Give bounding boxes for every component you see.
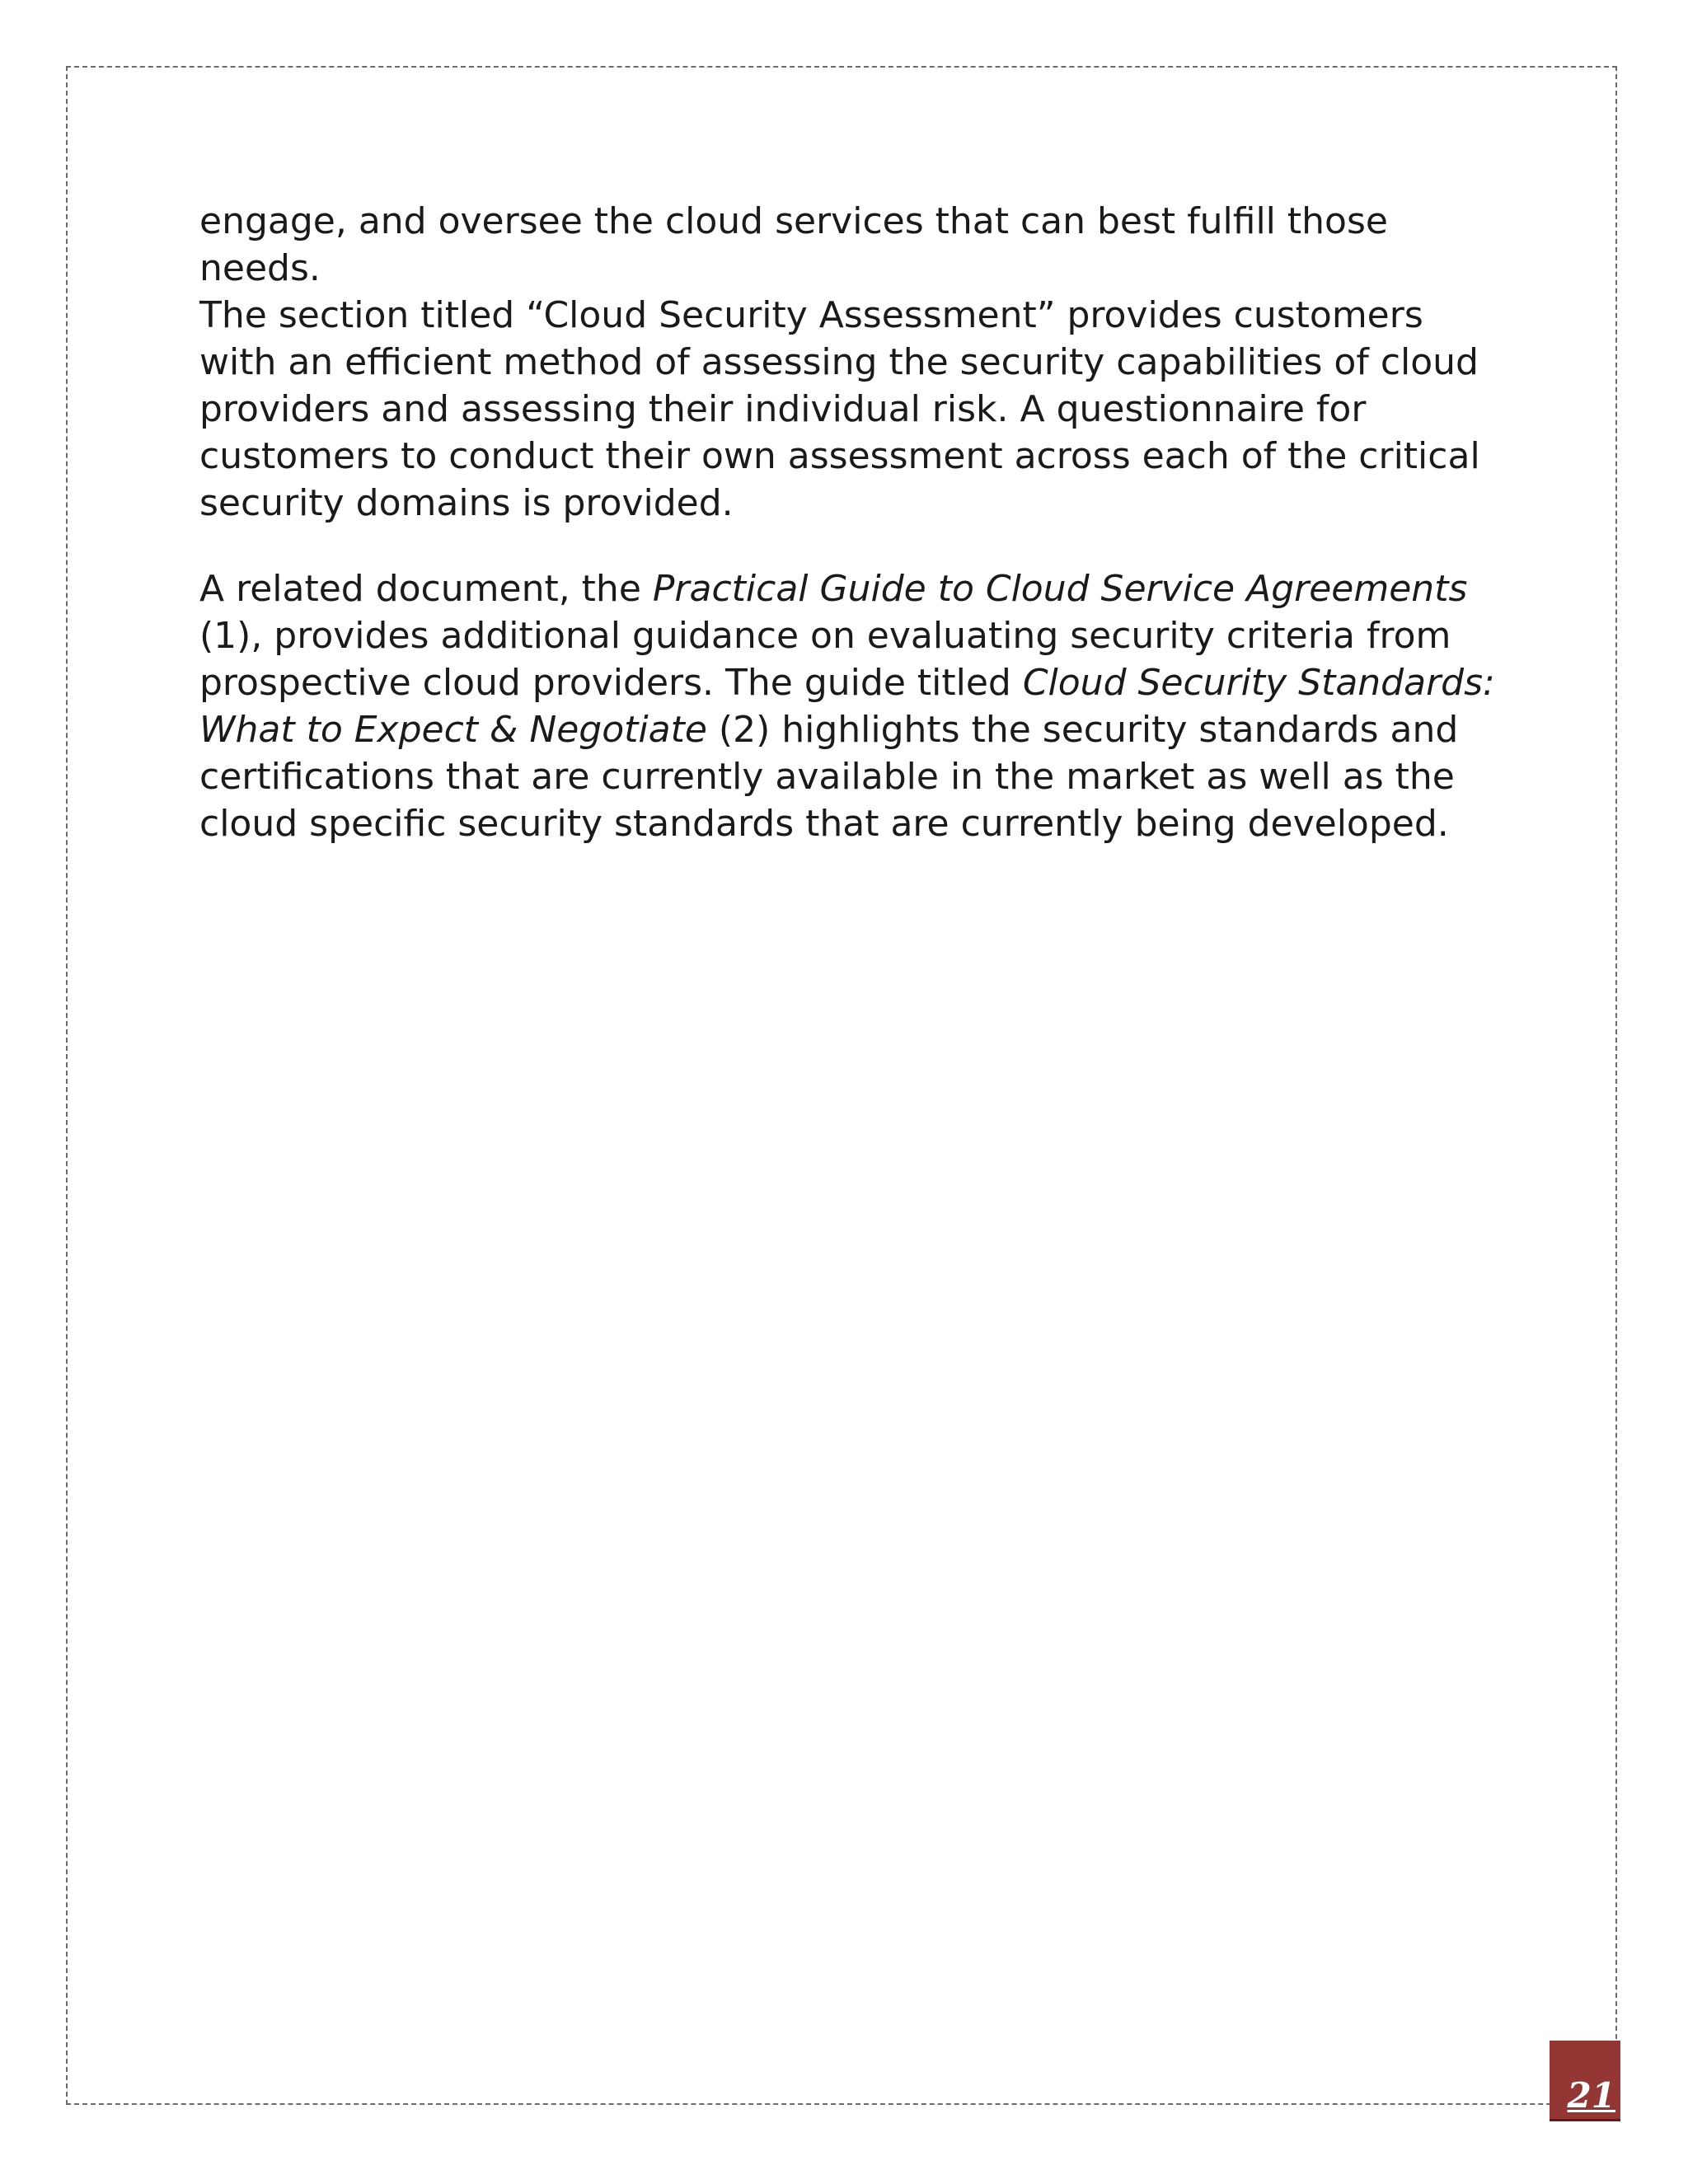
paragraph-related-documents — [199, 565, 1502, 847]
page-number: 21 — [1567, 2075, 1615, 2116]
page-number-badge — [1550, 2041, 1620, 2121]
cloud-security-standards-title: Cloud Security Standards: What to Expect & Negotiate — [199, 662, 1495, 751]
practical-guide-title: Practical Guide to Cloud Service Agreements — [652, 568, 1468, 610]
related-doc-text-3: (2) highlights the security standards and certifications that are currently available in the market as well as the cloud specific security standards that are currently being developed. — [199, 709, 1459, 845]
body-text — [199, 198, 1502, 847]
related-doc-text-1: A related document, the — [199, 568, 653, 610]
paragraph-cloud-security-assessment: The section titled “Cloud Security Assessment” provides customers with an efficient method of assessing the security capabilities of cloud providers and assessing their individual risk. A questionnaire for customers to conduct their own assessment across each of the critical security domains is provided. — [199, 294, 1480, 524]
related-doc-text-2: (1), provides additional guidance on evaluating security criteria from prospective cloud providers. The guide titled — [199, 615, 1451, 704]
paragraph-continuation: engage, and oversee the cloud services that can best fulfill those needs. — [199, 200, 1388, 289]
